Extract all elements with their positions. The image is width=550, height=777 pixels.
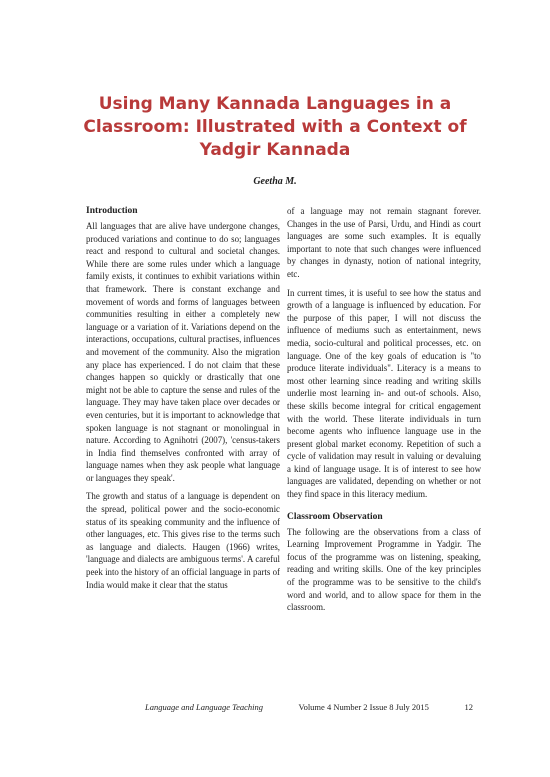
paragraph: The following are the observations from a class of Learning Improvement Programme in Yadgir. The focus of the programme was on listening, speaking, reading and writing skills. One of the key principles of the programme was to be sensitive to the child's word and world, and to allow space for them in the classroom. [287,526,481,613]
author-name: Geetha M. [253,176,297,187]
article-title [60,93,490,162]
issue-info: Volume 4 Number 2 Issue 8 July 2015 [298,702,429,712]
journal-name: Language and Language Teaching [145,702,263,712]
title-line-1: Using Many Kannada Languages in a [98,94,452,114]
right-column [287,205,481,620]
paragraph: The growth and status of a language is dependent on the spread, political power and the socio-economic status of its speaking community and the influence of other languages, etc. This gives rise to the terms such as language and dialects. Haugen (1966) writes, 'language and dialects are ambiguous terms'. A careful peek into the history of an official language in parts of India would make it clear that the status [86,491,280,590]
page-number: 12 [464,702,473,712]
left-column [86,205,280,597]
section-heading-introduction: Introduction [86,206,138,216]
paragraph: All languages that are alive have undergone changes, produced variations and continue to do so; languages react and respond to cultural and societal changes. While there are some rules under which a language family exists, it continues to exhibit variations within that framework. There is constant exchange and movement of words and forms of languages between communities resulting in either a completely new language or a variation of it. Variations depend on the interactions, occupations, cultural practises, influences and movement of the community. Also the migration any place has experienced. I do not claim that these changes happen so quickly or drastically that one might not be able to capture the sense and rules of the language. They may have taken place over decades or even centuries, but it is important to acknowledge that spoken language is not stagnant or monolingual in nature. According to Agnihotri (2007), 'census-takers in India find themselves confronted with array of language names when they ask people what language or languages they speak'. [86,221,280,483]
paragraph: In current times, it is useful to see how the status and growth of a language is influenced by education. For the purpose of this paper, I will not discuss the influence of mediums such as entertainment, news media, socio-cultural and political processes, etc. on language. One of the key goals of education is "to produce literate individuals". Literacy is a means to most other learning since reading and writing skills underlie most learning in- and out-of schools. Also, these skills become integral for critical engagement with the world. These literate individuals in turn become agents who influence language use in the present global market economy. Repetition of such a cycle of validation may result in valuing or devaluing a kind of language usage. It is of interest to see how languages are validated, depending on whether or not they find space in this literacy medium. [287,287,481,500]
title-line-3: Yadgir Kannada [199,140,351,160]
paragraph: of a language may not remain stagnant forever. Changes in the use of Parsi, Urdu, and Hindi as court languages are some such examples. It is equally important to note that such changes were influenced by changes in dynasty, notion of national integrity, etc. [287,206,481,279]
section-heading-classroom-observation: Classroom Observation [287,511,383,522]
title-line-2: Classroom: Illustrated with a Context of [83,117,467,137]
page-footer [145,702,473,712]
